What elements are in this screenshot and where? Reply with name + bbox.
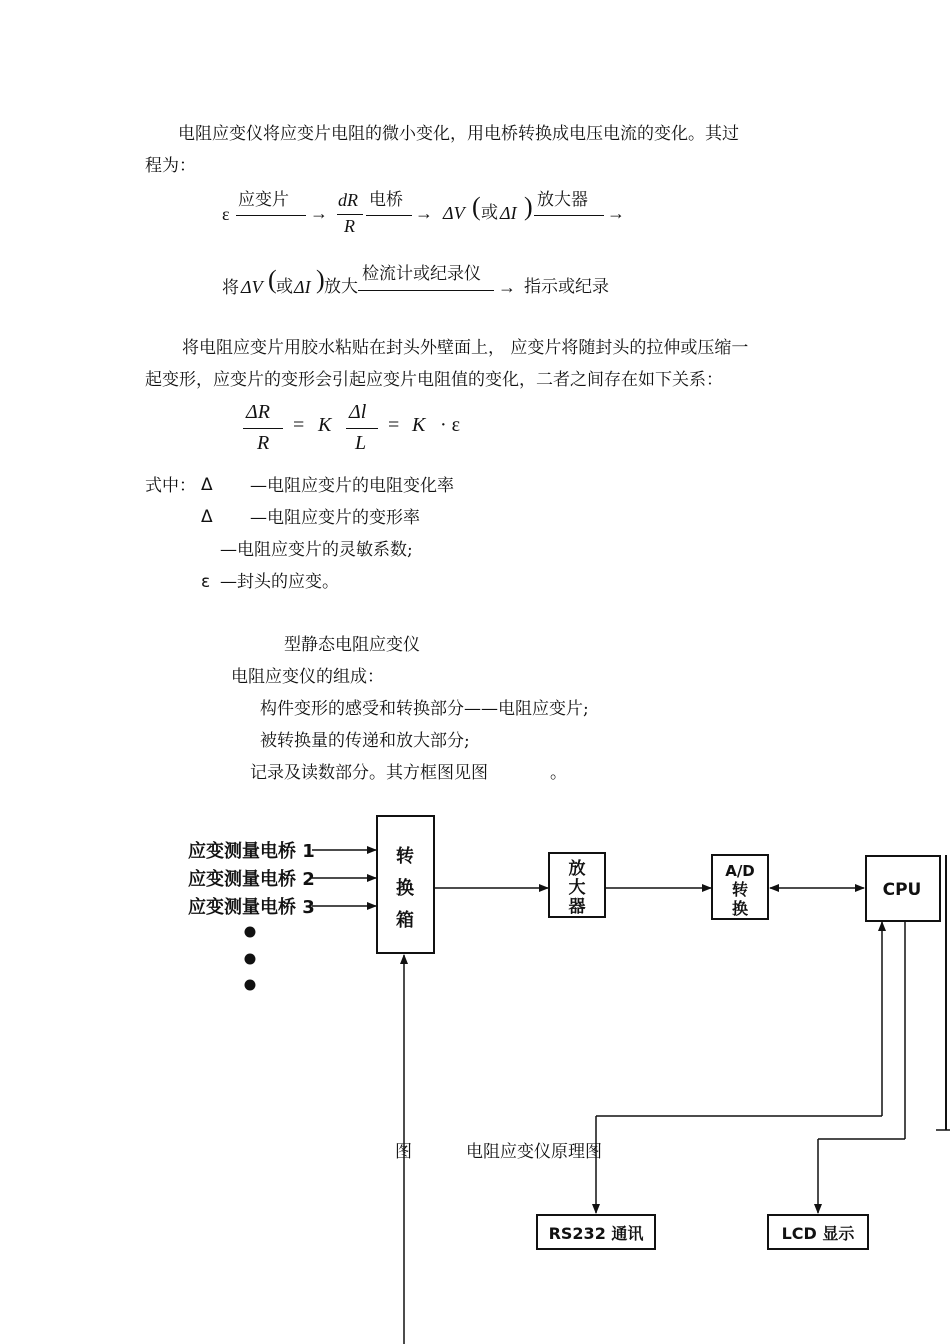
legend-prefix: 式中：: [145, 476, 196, 496]
adc-label-2: 转: [731, 880, 749, 899]
caption-title: 电阻应变仪原理图: [466, 1142, 602, 1162]
cpu-label: CPU: [882, 880, 922, 900]
formula-k-2: K: [412, 414, 426, 436]
flow2-paren-close: ): [316, 265, 325, 294]
section-title: 型静态电阻应变仪: [284, 635, 420, 655]
block-diagram: [0, 800, 950, 1344]
section-item-1: 构件变形的感受和转换部分——电阻应变片;: [260, 699, 589, 719]
ellipsis-dot-3: [245, 980, 256, 991]
adc-label-1: A/D: [725, 862, 755, 880]
switch-box-char-1: 转: [396, 846, 414, 867]
amplifier-char-2: 大: [568, 878, 586, 898]
flow2-arrow: →: [498, 277, 516, 297]
input-label-2: 应变测量电桥 2: [188, 869, 315, 890]
flow1-paren-close: ): [524, 192, 533, 221]
flow1-bar-3: [534, 215, 604, 216]
flow1-bar-1: [236, 215, 306, 216]
lcd-label: LCD 显示: [781, 1224, 855, 1243]
flow1-arrow-2: →: [415, 203, 433, 223]
formula-den-1: R: [257, 432, 270, 454]
caption-prefix: 图: [395, 1142, 412, 1162]
para2-line2: 起变形，应变片的变形会引起应变片电阻值的变化，二者之间存在如下关系：: [145, 370, 723, 390]
flow1-paren-open: (: [472, 192, 481, 221]
switch-box-char-3: 箱: [396, 910, 414, 931]
input-label-3: 应变测量电桥 3: [188, 897, 315, 918]
ellipsis-dot-2: [245, 954, 256, 965]
flow1-frac-den: R: [344, 216, 355, 236]
para1-line1: 电阻应变仪将应变片电阻的微小变化，用电桥转换成电压电流的变化。其过: [178, 124, 739, 144]
formula-bar-2: [346, 428, 378, 429]
formula-num-1: ΔR: [246, 401, 270, 423]
formula-k-1: K: [318, 414, 332, 436]
flow1-arrow-3: →: [607, 203, 625, 223]
section-item-3: 记录及读数部分。其方框图见图: [250, 763, 488, 783]
flow2-result: 指示或纪录: [524, 277, 609, 297]
flow2-paren-open: (: [268, 265, 277, 294]
flow2-delta-v: ΔV: [241, 277, 263, 297]
flow2-prefix: 将: [222, 278, 239, 298]
flow1-label-bridge: 电桥: [369, 190, 403, 210]
section-item-3-end: 。: [550, 763, 567, 783]
para2-line1: 将电阻应变片用胶水粘贴在封头外壁面上， 应变片将随封头的拉伸或压缩一: [182, 338, 749, 358]
flow1-frac-num: dR: [338, 190, 358, 210]
legend-desc-4: —封头的应变。: [220, 572, 339, 592]
switch-box-char-2: 换: [396, 878, 414, 899]
legend-delta-1: Δ: [201, 475, 213, 495]
formula-eq-2: =: [388, 414, 400, 436]
formula-bar-1: [243, 428, 283, 429]
flow1-delta-v: ΔV: [443, 203, 465, 223]
legend-desc-2: —电阻应变片的变形率: [250, 508, 420, 528]
ellipsis-dot-1: [245, 927, 256, 938]
formula-den-2: L: [355, 432, 367, 454]
legend-epsilon: ε: [201, 572, 211, 592]
legend-desc-1: —电阻应变片的电阻变化率: [250, 476, 454, 496]
input-label-1: 应变测量电桥 1: [188, 841, 315, 862]
formula-dot-eps: · ε: [440, 414, 461, 436]
flow1-epsilon: ε: [222, 204, 230, 224]
section-composition: 电阻应变仪的组成：: [231, 667, 384, 687]
flow1-arrow-1: →: [310, 203, 328, 223]
flow2-amplify: 放大: [324, 277, 358, 297]
rs232-label: RS232 通讯: [548, 1224, 644, 1243]
para1-line2: 程为：: [145, 156, 196, 176]
section-item-2: 被转换量的传递和放大部分;: [260, 731, 470, 751]
flow1-bar-2: [366, 215, 412, 216]
flow2-delta-i: ΔI: [294, 277, 311, 297]
formula-num-2: Δl: [349, 401, 367, 423]
flow1-or: 或: [481, 203, 498, 223]
legend-delta-2: Δ: [201, 507, 213, 527]
flow2-or: 或: [276, 277, 293, 297]
adc-label-3: 换: [731, 899, 749, 918]
amplifier-char-1: 放: [568, 859, 586, 879]
flow2-label-recorder: 检流计或纪录仪: [362, 264, 481, 284]
formula-eq-1: =: [293, 414, 305, 436]
flow2-bar: [358, 290, 494, 291]
flow1-label-amplifier: 放大器: [537, 190, 588, 210]
flow1-delta-i: ΔI: [500, 203, 517, 223]
flow1-frac-bar: [337, 214, 363, 215]
legend-desc-3: —电阻应变片的灵敏系数;: [220, 540, 413, 560]
flow1-label-strain-gauge: 应变片: [238, 190, 289, 210]
amplifier-char-3: 器: [568, 897, 586, 917]
